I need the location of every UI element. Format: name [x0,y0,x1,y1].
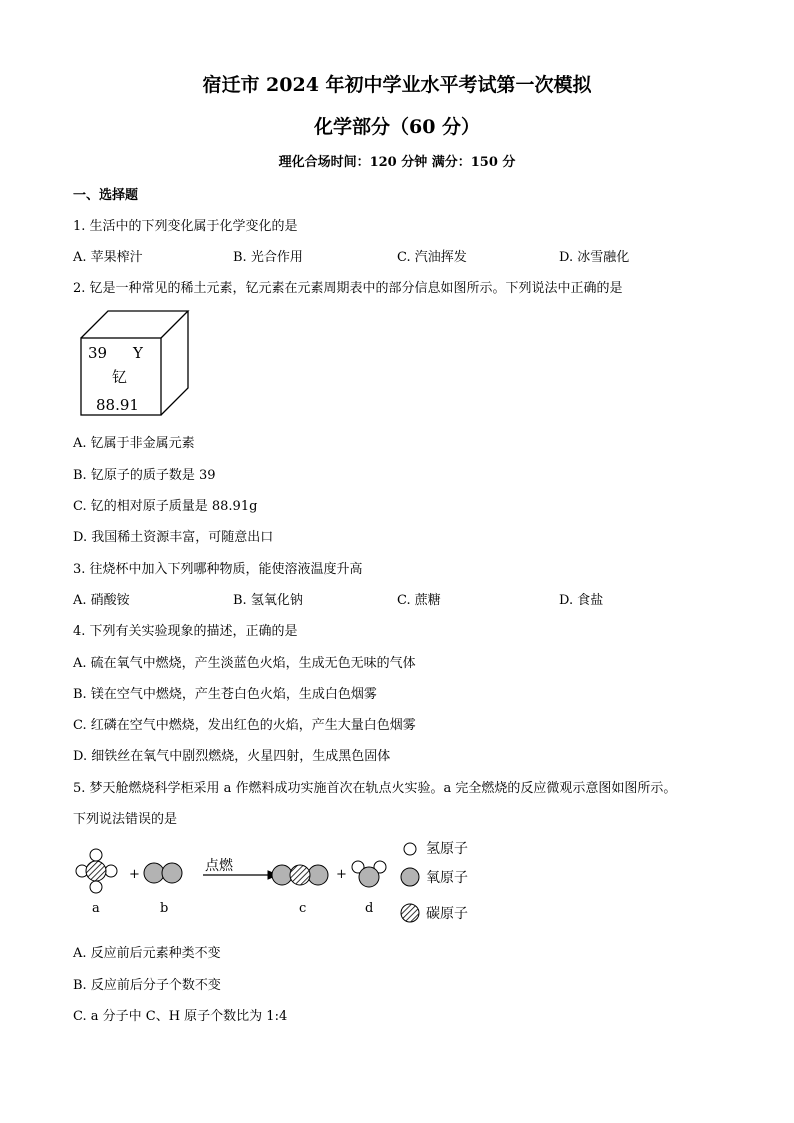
q2-option-a: A. 钇属于非金属元素 [73,436,195,451]
hydrogen-atom [90,849,102,861]
molecule-c [272,865,328,885]
q2-option-c: C. 钇的相对原子质量是 88.91g [73,499,258,514]
hydrogen-atom [105,865,117,877]
legend-oxygen-label: 氧原子 [426,870,468,886]
q3-option-d: D. 食盐 [559,593,604,608]
element-atomic-number: 39 [88,344,108,362]
legend-carbon-label: 碳原子 [426,906,468,922]
q3-option-a: A. 硝酸铵 [73,593,130,608]
oxygen-atom [272,865,292,885]
molecule-a [76,849,117,893]
legend-hydrogen-label: 氢原子 [426,841,468,857]
q1-option-a: A. 苹果榨汁 [73,250,143,265]
plus-sign-2: + [336,867,347,882]
q1-option-d: D. 冰雪融化 [559,250,630,265]
q4-option-b: B. 镁在空气中燃烧，产生苍白色火焰，生成白色烟雾 [73,687,377,702]
element-mass: 88.91 [96,396,139,414]
label-b: b [160,901,169,916]
q2-option-d: D. 我国稀土资源丰富，可随意出口 [73,530,274,545]
label-d: d [365,901,374,916]
q3-option-c: C. 蔗糖 [397,593,441,608]
molecule-d [352,861,386,887]
q4-option-a: A. 硫在氧气中燃烧，产生淡蓝色火焰，生成无色无味的气体 [73,656,416,671]
carbon-atom [290,865,310,885]
label-c: c [299,901,307,916]
molecule-b [144,863,182,883]
carbon-atom [86,861,106,881]
oxygen-atom [144,863,164,883]
legend-carbon-symbol [401,904,419,922]
q1-option-c: C. 汽油挥发 [397,250,467,265]
legend-hydrogen-symbol [404,843,416,855]
oxygen-atom [308,865,328,885]
question-4-stem: 4. 下列有关实验现象的描述，正确的是 [73,624,298,639]
q5-option-c: C. a 分子中 C、H 原子个数比为 1:4 [73,1009,288,1024]
label-a: a [92,901,100,916]
reaction-diagram [68,834,488,924]
q4-option-c: C. 红磷在空气中燃烧，发出红色的火焰，产生大量白色烟雾 [73,718,416,733]
exam-info: 理化合场时间：120 分钟 满分：150 分 [278,155,516,170]
legend-oxygen-symbol [401,868,419,886]
hydrogen-atom [90,881,102,893]
question-1-stem: 1. 生活中的下列变化属于化学变化的是 [73,219,298,234]
page-title: 宿迁市 2024 年初中学业水平考试第一次模拟 [202,74,592,96]
question-5-stem-line1: 5. 梦天舱燃烧科学柜采用 a 作燃料成功实施首次在轨点火实验。a 完全燃烧的反应微观示意图如图所示。 [73,781,677,796]
question-5-stem-line2: 下列说法错误的是 [73,812,178,827]
element-cell-diagram [78,308,192,418]
q1-option-b: B. 光合作用 [233,250,303,265]
question-3-stem: 3. 往烧杯中加入下列哪种物质，能使溶液温度升高 [73,562,363,577]
q2-option-b: B. 钇原子的质子数是 39 [73,468,216,483]
element-name: 钇 [112,368,128,386]
element-symbol: Y [133,344,143,362]
section-heading: 一、选择题 [73,188,139,203]
plus-sign-1: + [129,867,140,882]
q3-option-b: B. 氢氧化钠 [233,593,303,608]
q4-option-d: D. 细铁丝在氧气中剧烈燃烧，火星四射，生成黑色固体 [73,749,391,764]
page-subtitle: 化学部分（60 分） [313,116,481,138]
q5-option-a: A. 反应前后元素种类不变 [73,946,221,961]
reaction-condition: 点燃 [205,858,233,874]
question-2-stem: 2. 钇是一种常见的稀土元素，钇元素在元素周期表中的部分信息如图所示。下列说法中正确的是 [73,281,623,296]
oxygen-atom [162,863,182,883]
oxygen-atom [359,867,379,887]
q5-option-b: B. 反应前后分子个数不变 [73,978,221,993]
